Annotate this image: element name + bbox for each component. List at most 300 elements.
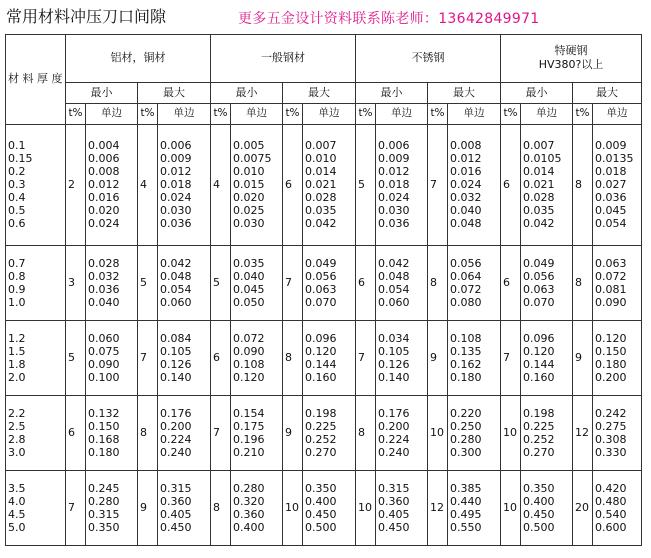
thickness-value: 4.5 bbox=[8, 507, 26, 521]
clearance-value: 0.108 bbox=[233, 357, 265, 371]
clearance-values-cell bbox=[448, 470, 501, 545]
clearance-table bbox=[5, 34, 642, 546]
clearance-value: 0.315 bbox=[88, 507, 120, 521]
clearance-value: 0.180 bbox=[450, 370, 482, 384]
clearance-value: 0.280 bbox=[88, 494, 120, 508]
clearance-value: 0.063 bbox=[595, 256, 627, 270]
percent-cell: 8 bbox=[573, 124, 593, 245]
clearance-values-cell bbox=[521, 320, 573, 395]
clearance-value: 0.160 bbox=[523, 370, 555, 384]
clearance-value: 0.350 bbox=[523, 481, 555, 495]
material-category-header bbox=[356, 35, 501, 83]
clearance-value: 0.300 bbox=[450, 445, 482, 459]
clearance-value: 0.240 bbox=[160, 445, 192, 459]
clearance-values-cell bbox=[231, 124, 283, 245]
clearance-value: 0.006 bbox=[160, 139, 192, 153]
clearance-values-cell bbox=[593, 395, 642, 470]
clearance-values-cell bbox=[86, 320, 138, 395]
clearance-values-cell bbox=[376, 124, 428, 245]
clearance-value: 0.176 bbox=[160, 406, 192, 420]
clearance-value: 0.120 bbox=[233, 370, 265, 384]
clearance-value: 0.012 bbox=[450, 152, 482, 166]
clearance-value: 0.450 bbox=[523, 507, 555, 521]
percent-cell: 5 bbox=[211, 245, 231, 320]
thickness-value: 3.0 bbox=[8, 445, 26, 459]
clearance-value: 0.030 bbox=[160, 204, 192, 218]
percent-header-cell: t% bbox=[283, 103, 303, 124]
clearance-values-cell bbox=[86, 245, 138, 320]
clearance-value: 0.315 bbox=[378, 481, 410, 495]
clearance-value: 0.018 bbox=[595, 165, 627, 179]
percent-header-cell: t% bbox=[138, 103, 158, 124]
clearance-value: 0.040 bbox=[233, 269, 265, 283]
clearance-value: 0.144 bbox=[523, 357, 555, 371]
percent-cell: 12 bbox=[428, 470, 448, 545]
clearance-value: 0.200 bbox=[595, 370, 627, 384]
clearance-value: 0.042 bbox=[523, 217, 555, 231]
clearance-value: 0.063 bbox=[305, 282, 337, 296]
clearance-values-cell bbox=[303, 470, 356, 545]
clearance-value: 0.0075 bbox=[233, 152, 272, 166]
clearance-value: 0.024 bbox=[378, 191, 410, 205]
percent-cell: 6 bbox=[501, 245, 521, 320]
clearance-value: 0.162 bbox=[450, 357, 482, 371]
clearance-values-cell bbox=[448, 124, 501, 245]
clearance-values-cell bbox=[86, 470, 138, 545]
clearance-value: 0.007 bbox=[523, 139, 555, 153]
clearance-value: 0.105 bbox=[160, 344, 192, 358]
clearance-values-cell bbox=[593, 320, 642, 395]
clearance-value: 0.034 bbox=[378, 331, 410, 345]
clearance-values-cell bbox=[303, 245, 356, 320]
clearance-value: 0.056 bbox=[450, 256, 482, 270]
clearance-values-cell bbox=[158, 395, 211, 470]
clearance-values-cell bbox=[158, 245, 211, 320]
percent-cell: 5 bbox=[356, 124, 376, 245]
clearance-value: 0.405 bbox=[160, 507, 192, 521]
clearance-value: 0.160 bbox=[305, 370, 337, 384]
clearance-value: 0.008 bbox=[450, 139, 482, 153]
percent-cell: 7 bbox=[138, 320, 158, 395]
clearance-values-cell bbox=[376, 245, 428, 320]
percent-header-cell: t% bbox=[211, 103, 231, 124]
clearance-value: 0.150 bbox=[595, 344, 627, 358]
clearance-values-cell bbox=[231, 470, 283, 545]
clearance-value: 0.600 bbox=[595, 520, 627, 534]
subheader-row bbox=[6, 103, 642, 124]
clearance-value: 0.012 bbox=[160, 165, 192, 179]
percent-cell: 6 bbox=[66, 395, 86, 470]
single-side-header-cell: 单边 bbox=[86, 103, 138, 124]
clearance-value: 0.036 bbox=[160, 217, 192, 231]
percent-header-cell: t% bbox=[501, 103, 521, 124]
clearance-value: 0.009 bbox=[378, 152, 410, 166]
percent-cell: 7 bbox=[428, 124, 448, 245]
clearance-value: 0.007 bbox=[305, 139, 337, 153]
clearance-value: 0.054 bbox=[160, 282, 192, 296]
clearance-value: 0.0105 bbox=[523, 152, 562, 166]
clearance-value: 0.009 bbox=[160, 152, 192, 166]
thickness-value: 0.15 bbox=[8, 152, 33, 166]
percent-header-cell: t% bbox=[573, 103, 593, 124]
clearance-value: 0.450 bbox=[305, 507, 337, 521]
clearance-values-cell bbox=[376, 470, 428, 545]
thickness-cell bbox=[6, 395, 66, 470]
clearance-value: 0.048 bbox=[378, 269, 410, 283]
clearance-value: 0.420 bbox=[595, 481, 627, 495]
percent-cell: 9 bbox=[283, 395, 303, 470]
clearance-value: 0.308 bbox=[595, 432, 627, 446]
thickness-value: 1.8 bbox=[8, 357, 26, 371]
clearance-value: 0.250 bbox=[450, 419, 482, 433]
clearance-value: 0.495 bbox=[450, 507, 482, 521]
thickness-value: 0.9 bbox=[8, 282, 26, 296]
clearance-value: 0.180 bbox=[88, 445, 120, 459]
max-label-cell: 最大 bbox=[138, 82, 211, 103]
thickness-value: 2.0 bbox=[8, 370, 26, 384]
clearance-value: 0.140 bbox=[160, 370, 192, 384]
clearance-value: 0.385 bbox=[450, 481, 482, 495]
clearance-value: 0.060 bbox=[378, 295, 410, 309]
clearance-value: 0.108 bbox=[450, 331, 482, 345]
clearance-values-cell bbox=[448, 320, 501, 395]
clearance-value: 0.070 bbox=[305, 295, 337, 309]
material-category-label: 特硬钢 bbox=[554, 44, 588, 58]
percent-cell: 8 bbox=[428, 245, 448, 320]
clearance-value: 0.014 bbox=[305, 165, 337, 179]
percent-header-cell: t% bbox=[356, 103, 376, 124]
clearance-value: 0.240 bbox=[378, 445, 410, 459]
clearance-value: 0.126 bbox=[160, 357, 192, 371]
percent-cell: 7 bbox=[356, 320, 376, 395]
document-header bbox=[0, 0, 651, 34]
clearance-value: 0.500 bbox=[305, 520, 337, 534]
clearance-value: 0.150 bbox=[88, 419, 120, 433]
clearance-value: 0.025 bbox=[233, 204, 265, 218]
clearance-value: 0.120 bbox=[523, 344, 555, 358]
thickness-cell bbox=[6, 124, 66, 245]
single-side-header-cell: 单边 bbox=[376, 103, 428, 124]
clearance-value: 0.018 bbox=[160, 178, 192, 192]
thickness-value: 3.5 bbox=[8, 481, 26, 495]
percent-cell: 10 bbox=[428, 395, 448, 470]
clearance-values-cell bbox=[231, 320, 283, 395]
thickness-value: 5.0 bbox=[8, 520, 26, 534]
clearance-value: 0.242 bbox=[595, 406, 627, 420]
clearance-value: 0.063 bbox=[523, 282, 555, 296]
clearance-value: 0.006 bbox=[378, 139, 410, 153]
thickness-value: 0.2 bbox=[8, 165, 26, 179]
clearance-value: 0.027 bbox=[595, 178, 627, 192]
clearance-value: 0.040 bbox=[88, 295, 120, 309]
clearance-value: 0.330 bbox=[595, 445, 627, 459]
clearance-value: 0.500 bbox=[523, 520, 555, 534]
clearance-values-cell bbox=[593, 124, 642, 245]
clearance-value: 0.045 bbox=[595, 204, 627, 218]
clearance-value: 0.540 bbox=[595, 507, 627, 521]
clearance-value: 0.176 bbox=[378, 406, 410, 420]
clearance-value: 0.220 bbox=[450, 406, 482, 420]
clearance-values-cell bbox=[158, 470, 211, 545]
clearance-value: 0.012 bbox=[88, 178, 120, 192]
single-side-header-cell: 单边 bbox=[303, 103, 356, 124]
thickness-value: 1.2 bbox=[8, 331, 26, 345]
clearance-value: 0.012 bbox=[378, 165, 410, 179]
clearance-value: 0.140 bbox=[378, 370, 410, 384]
clearance-value: 0.010 bbox=[233, 165, 265, 179]
material-category-label: HV380?以上 bbox=[538, 58, 604, 72]
clearance-value: 0.060 bbox=[88, 331, 120, 345]
clearance-value: 0.072 bbox=[233, 331, 265, 345]
percent-cell: 4 bbox=[138, 124, 158, 245]
clearance-value: 0.168 bbox=[88, 432, 120, 446]
clearance-value: 0.045 bbox=[233, 282, 265, 296]
clearance-value: 0.028 bbox=[523, 191, 555, 205]
clearance-value: 0.035 bbox=[305, 204, 337, 218]
clearance-value: 0.024 bbox=[160, 191, 192, 205]
clearance-values-cell bbox=[376, 320, 428, 395]
clearance-value: 0.072 bbox=[595, 269, 627, 283]
clearance-value: 0.032 bbox=[88, 269, 120, 283]
clearance-value: 0.550 bbox=[450, 520, 482, 534]
single-side-header-cell: 单边 bbox=[521, 103, 573, 124]
percent-cell: 10 bbox=[501, 395, 521, 470]
clearance-value: 0.080 bbox=[450, 295, 482, 309]
clearance-value: 0.096 bbox=[305, 331, 337, 345]
clearance-value: 0.105 bbox=[378, 344, 410, 358]
clearance-value: 0.056 bbox=[305, 269, 337, 283]
clearance-value: 0.200 bbox=[160, 419, 192, 433]
clearance-values-cell bbox=[521, 470, 573, 545]
clearance-value: 0.035 bbox=[233, 256, 265, 270]
clearance-value: 0.270 bbox=[523, 445, 555, 459]
clearance-value: 0.450 bbox=[160, 520, 192, 534]
percent-cell: 6 bbox=[501, 124, 521, 245]
material-category-header bbox=[501, 35, 642, 83]
single-side-header-cell: 单边 bbox=[448, 103, 501, 124]
percent-cell: 7 bbox=[283, 245, 303, 320]
clearance-value: 0.350 bbox=[305, 481, 337, 495]
clearance-value: 0.126 bbox=[378, 357, 410, 371]
clearance-value: 0.016 bbox=[450, 165, 482, 179]
clearance-value: 0.009 bbox=[595, 139, 627, 153]
clearance-value: 0.350 bbox=[88, 520, 120, 534]
clearance-value: 0.280 bbox=[233, 481, 265, 495]
clearance-value: 0.020 bbox=[88, 204, 120, 218]
material-category-label: 铝材，铜材 bbox=[110, 51, 166, 65]
material-category-header bbox=[66, 35, 211, 83]
clearance-value: 0.400 bbox=[523, 494, 555, 508]
clearance-value: 0.225 bbox=[305, 419, 337, 433]
min-label-cell: 最小 bbox=[66, 82, 138, 103]
clearance-value: 0.021 bbox=[523, 178, 555, 192]
clearance-value: 0.035 bbox=[523, 204, 555, 218]
thickness-value: 0.1 bbox=[8, 139, 26, 153]
clearance-value: 0.060 bbox=[160, 295, 192, 309]
clearance-value: 0.024 bbox=[450, 178, 482, 192]
clearance-values-cell bbox=[86, 124, 138, 245]
clearance-value: 0.224 bbox=[160, 432, 192, 446]
clearance-value: 0.008 bbox=[88, 165, 120, 179]
clearance-value: 0.0135 bbox=[595, 152, 634, 166]
clearance-value: 0.048 bbox=[450, 217, 482, 231]
clearance-value: 0.042 bbox=[160, 256, 192, 270]
clearance-value: 0.081 bbox=[595, 282, 627, 296]
min-label-cell: 最小 bbox=[211, 82, 283, 103]
clearance-values-cell bbox=[231, 245, 283, 320]
clearance-value: 0.270 bbox=[305, 445, 337, 459]
clearance-value: 0.198 bbox=[305, 406, 337, 420]
clearance-value: 0.225 bbox=[523, 419, 555, 433]
thickness-header-cell: 材 料 厚 度 bbox=[6, 35, 66, 125]
thickness-cell bbox=[6, 470, 66, 545]
clearance-value: 0.028 bbox=[305, 191, 337, 205]
thickness-value: 0.7 bbox=[8, 256, 26, 270]
thickness-value: 1.0 bbox=[8, 295, 26, 309]
min-max-row bbox=[6, 82, 642, 103]
clearance-value: 0.096 bbox=[523, 331, 555, 345]
clearance-value: 0.405 bbox=[378, 507, 410, 521]
clearance-value: 0.054 bbox=[378, 282, 410, 296]
clearance-values-cell bbox=[86, 395, 138, 470]
percent-cell: 7 bbox=[501, 320, 521, 395]
clearance-value: 0.005 bbox=[233, 139, 265, 153]
contact-banner: 更多五金设计资料联系陈老师：13642849971 bbox=[238, 11, 540, 27]
clearance-value: 0.360 bbox=[378, 494, 410, 508]
clearance-value: 0.245 bbox=[88, 481, 120, 495]
percent-cell: 8 bbox=[138, 395, 158, 470]
clearance-value: 0.198 bbox=[523, 406, 555, 420]
percent-cell: 9 bbox=[428, 320, 448, 395]
percent-cell: 10 bbox=[356, 470, 376, 545]
thickness-value: 2.5 bbox=[8, 419, 26, 433]
clearance-value: 0.014 bbox=[523, 165, 555, 179]
percent-cell: 5 bbox=[66, 320, 86, 395]
table-row bbox=[6, 245, 642, 320]
percent-cell: 8 bbox=[356, 395, 376, 470]
clearance-values-cell bbox=[593, 245, 642, 320]
thickness-value: 0.3 bbox=[8, 178, 26, 192]
clearance-value: 0.275 bbox=[595, 419, 627, 433]
page-title: 常用材料冲压刀口间隙 bbox=[6, 7, 167, 26]
thickness-value: 0.5 bbox=[8, 204, 26, 218]
thickness-cell bbox=[6, 245, 66, 320]
category-header-row bbox=[6, 35, 642, 83]
clearance-value: 0.100 bbox=[88, 370, 120, 384]
percent-header-cell: t% bbox=[66, 103, 86, 124]
clearance-value: 0.450 bbox=[378, 520, 410, 534]
clearance-value: 0.010 bbox=[305, 152, 337, 166]
percent-cell: 5 bbox=[138, 245, 158, 320]
clearance-value: 0.006 bbox=[88, 152, 120, 166]
clearance-value: 0.028 bbox=[88, 256, 120, 270]
clearance-value: 0.360 bbox=[160, 494, 192, 508]
clearance-value: 0.154 bbox=[233, 406, 265, 420]
clearance-value: 0.224 bbox=[378, 432, 410, 446]
thickness-value: 2.2 bbox=[8, 406, 26, 420]
clearance-value: 0.024 bbox=[88, 217, 120, 231]
table-row bbox=[6, 124, 642, 245]
clearance-value: 0.090 bbox=[595, 295, 627, 309]
clearance-values-cell bbox=[158, 124, 211, 245]
clearance-value: 0.320 bbox=[233, 494, 265, 508]
clearance-value: 0.056 bbox=[523, 269, 555, 283]
thickness-value: 0.6 bbox=[8, 217, 26, 231]
percent-header-cell: t% bbox=[428, 103, 448, 124]
clearance-value: 0.004 bbox=[88, 139, 120, 153]
max-label-cell: 最大 bbox=[283, 82, 356, 103]
clearance-values-cell bbox=[303, 395, 356, 470]
clearance-value: 0.360 bbox=[233, 507, 265, 521]
clearance-value: 0.021 bbox=[305, 178, 337, 192]
clearance-value: 0.016 bbox=[88, 191, 120, 205]
clearance-value: 0.315 bbox=[160, 481, 192, 495]
clearance-values-cell bbox=[521, 245, 573, 320]
min-label-cell: 最小 bbox=[501, 82, 573, 103]
percent-cell: 2 bbox=[66, 124, 86, 245]
clearance-values-cell bbox=[303, 320, 356, 395]
percent-cell: 8 bbox=[211, 470, 231, 545]
clearance-value: 0.036 bbox=[378, 217, 410, 231]
clearance-value: 0.090 bbox=[88, 357, 120, 371]
thickness-value: 0.8 bbox=[8, 269, 26, 283]
clearance-value: 0.030 bbox=[378, 204, 410, 218]
clearance-value: 0.049 bbox=[523, 256, 555, 270]
clearance-value: 0.084 bbox=[160, 331, 192, 345]
clearance-value: 0.090 bbox=[233, 344, 265, 358]
percent-cell: 4 bbox=[211, 124, 231, 245]
clearance-values-cell bbox=[376, 395, 428, 470]
clearance-value: 0.040 bbox=[450, 204, 482, 218]
max-label-cell: 最大 bbox=[573, 82, 642, 103]
material-category-header bbox=[211, 35, 356, 83]
clearance-value: 0.175 bbox=[233, 419, 265, 433]
percent-cell: 10 bbox=[283, 470, 303, 545]
clearance-value: 0.120 bbox=[305, 344, 337, 358]
clearance-value: 0.400 bbox=[233, 520, 265, 534]
percent-cell: 9 bbox=[138, 470, 158, 545]
percent-cell: 8 bbox=[283, 320, 303, 395]
min-label-cell: 最小 bbox=[356, 82, 428, 103]
clearance-value: 0.400 bbox=[305, 494, 337, 508]
percent-cell: 8 bbox=[573, 245, 593, 320]
clearance-value: 0.020 bbox=[233, 191, 265, 205]
clearance-value: 0.050 bbox=[233, 295, 265, 309]
percent-cell: 20 bbox=[573, 470, 593, 545]
clearance-values-cell bbox=[521, 124, 573, 245]
clearance-values-cell bbox=[593, 470, 642, 545]
clearance-value: 0.135 bbox=[450, 344, 482, 358]
clearance-value: 0.036 bbox=[595, 191, 627, 205]
percent-cell: 9 bbox=[573, 320, 593, 395]
clearance-value: 0.252 bbox=[305, 432, 337, 446]
material-category-label: 不锈钢 bbox=[411, 51, 445, 65]
max-label-cell: 最大 bbox=[428, 82, 501, 103]
clearance-value: 0.072 bbox=[450, 282, 482, 296]
table-row bbox=[6, 395, 642, 470]
percent-cell: 7 bbox=[66, 470, 86, 545]
clearance-value: 0.054 bbox=[595, 217, 627, 231]
percent-cell: 6 bbox=[356, 245, 376, 320]
clearance-values-cell bbox=[521, 395, 573, 470]
clearance-value: 0.018 bbox=[378, 178, 410, 192]
clearance-value: 0.144 bbox=[305, 357, 337, 371]
clearance-values-cell bbox=[231, 395, 283, 470]
percent-cell: 10 bbox=[501, 470, 521, 545]
thickness-value: 4.0 bbox=[8, 494, 26, 508]
thickness-value: 0.4 bbox=[8, 191, 26, 205]
clearance-value: 0.042 bbox=[378, 256, 410, 270]
